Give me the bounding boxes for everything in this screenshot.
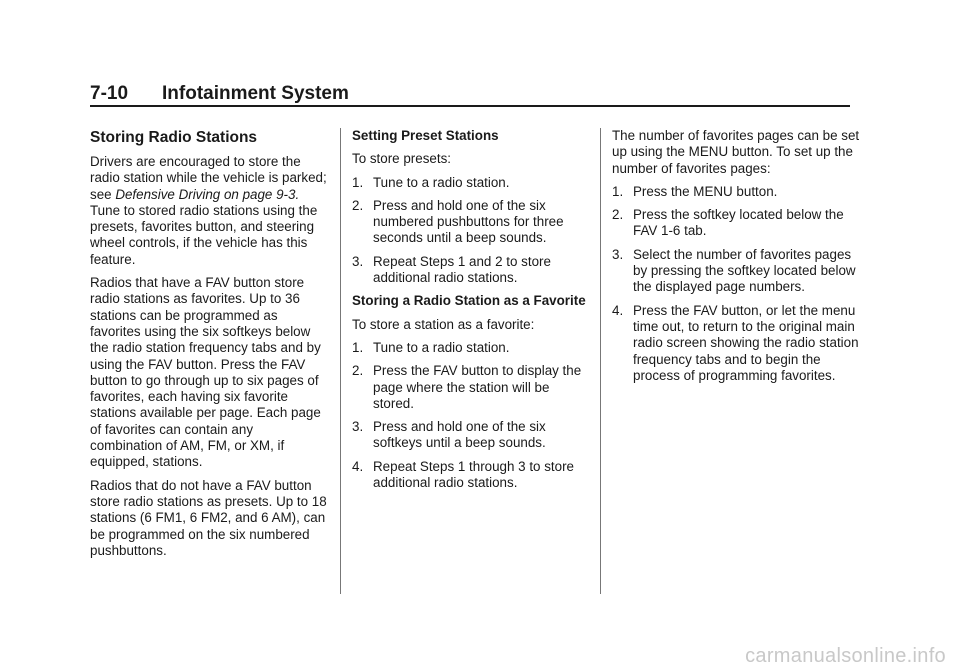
list-item — [352, 340, 590, 356]
step-text: Press the FAV button to display the page where the station will be stored. — [373, 363, 582, 411]
step-text: Repeat Steps 1 through 3 to store additional radio stations. — [373, 458, 574, 491]
step-text: Select the number of favorites pages by pressing the softkey located below the displayed page numbers. — [633, 246, 856, 295]
step-number: 3. — [612, 246, 624, 262]
heading-setting-preset-stations: Setting Preset Stations — [352, 128, 499, 143]
list-item — [352, 419, 590, 452]
column-3 — [612, 128, 862, 391]
column-divider — [340, 128, 341, 594]
favorite-intro: To store a station as a favorite: — [352, 316, 535, 332]
column-1 — [90, 128, 328, 566]
step-text: Press and hold one of the six numbered pushbuttons for three seconds until a beep sounds. — [373, 197, 564, 246]
heading-storing-favorite: Storing a Radio Station as a Favorite — [352, 293, 586, 309]
step-text: Tune to a radio station. — [373, 174, 510, 190]
step-number: 4. — [612, 302, 624, 318]
list-item — [612, 207, 862, 240]
favorites-pages-steps-list — [612, 184, 862, 384]
column-2 — [352, 128, 590, 498]
heading-storing-radio-stations: Storing Radio Stations — [90, 129, 258, 146]
section-title: Infotainment System — [162, 83, 349, 104]
step-text: Tune to a radio station. — [373, 339, 510, 355]
page-number: 7-10 — [90, 83, 129, 104]
list-item — [352, 198, 590, 247]
step-number: 2. — [612, 207, 624, 223]
step-number: 1. — [352, 339, 364, 355]
watermark: carmanualsonline.info — [745, 645, 946, 667]
step-text: Press the softkey located below the FAV 1-6 tab. — [633, 207, 844, 239]
step-text: Press the MENU button. — [633, 183, 778, 199]
column-divider — [600, 128, 601, 594]
page-header — [90, 82, 850, 106]
paragraph-fav-button: Radios that have a FAV button store radio stations as favorites. Up to 36 stations can be programmed as favorites using the six softkeys below the radio station frequency tabs and by using the FAV button. Press the FAV button to go through up to six pages of favorites, each having six favorite stations available per page. Each page of favorites can contain any combination of AM, FM, or XM, if equipped, stations. — [90, 275, 321, 470]
step-number: 3. — [352, 253, 364, 269]
list-item — [352, 254, 590, 287]
list-item — [352, 459, 590, 492]
cross-reference-link[interactable]: Defensive Driving on page 9-3. — [115, 186, 300, 202]
presets-intro: To store presets: — [352, 151, 451, 167]
step-number: 3. — [352, 419, 364, 435]
preset-steps-list — [352, 175, 590, 287]
paragraph-intro-text-cont: Tune to stored radio stations using the presets, favorites button, and steering wheel controls, if the vehicle has this feature. — [90, 202, 318, 267]
list-item — [352, 175, 590, 191]
list-item — [612, 303, 862, 384]
favorites-pages-intro: The number of favorites pages can be set up using the MENU button. To set up the number of favorites pages: — [612, 128, 860, 176]
header-rule — [90, 105, 850, 107]
paragraph-presets: Radios that do not have a FAV button store radio stations as presets. Up to 18 stations (6 FM1, 6 FM2, and 6 AM), can be programmed on the six numbered pushbuttons. — [90, 477, 327, 558]
list-item — [612, 247, 862, 296]
step-text: Press and hold one of the six softkeys until a beep sounds. — [373, 419, 546, 451]
list-item — [352, 363, 590, 412]
paragraph-intro — [90, 154, 328, 268]
step-number: 4. — [352, 458, 364, 474]
step-number: 2. — [352, 197, 364, 213]
favorite-steps-list — [352, 340, 590, 491]
list-item — [612, 184, 862, 200]
step-number: 1. — [352, 174, 364, 190]
paragraph-intro-text: Drivers are encouraged to store the radio station while the vehicle is parked; see — [90, 154, 327, 202]
step-text: Press the FAV button, or let the menu time out, to return to the original main radio screen showing the radio station frequency tabs and to begin the process of programming favorites. — [633, 302, 859, 383]
step-text: Repeat Steps 1 and 2 to store additional radio stations. — [373, 253, 551, 286]
step-number: 2. — [352, 363, 364, 379]
step-number: 1. — [612, 183, 624, 199]
